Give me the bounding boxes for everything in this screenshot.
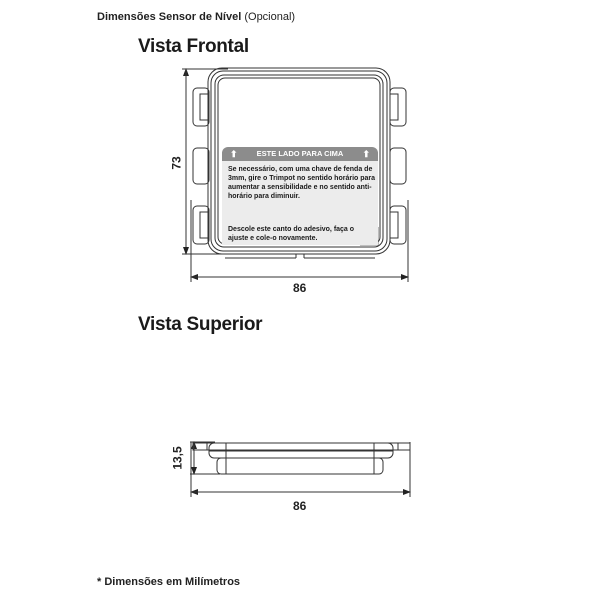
sticker-heading-text: ESTE LADO PARA CIMA <box>256 149 344 158</box>
top-height-dimension: 13,5 <box>170 446 185 470</box>
top-view-title: Vista Superior <box>138 314 263 335</box>
sticker-peel-note: Descole este canto do adesivo, faça o ajuste e cole-o novamente. <box>228 226 355 242</box>
arrow-up-icon: ⬆ <box>362 149 370 159</box>
arrow-up-icon: ⬆ <box>230 149 238 159</box>
front-height-dimension: 73 <box>169 156 184 170</box>
front-view-title: Vista Frontal <box>138 36 249 57</box>
top-width-dimension: 86 <box>293 499 307 513</box>
header-title: Dimensões Sensor de Nível <box>97 11 242 23</box>
sticker-heading <box>222 147 378 161</box>
header-subtitle: (Opcional) <box>244 11 296 23</box>
footnote: * Dimensões em Milímetros <box>97 576 241 588</box>
top-view-drawing <box>190 442 410 497</box>
sticker-instructions: Se necessário, com uma chave de fenda de 3mm, gire o Trimpot no sentido horário para aumentar a sensibilidade e no sentido anti-horário para diminuir. <box>228 166 376 200</box>
front-width-dimension: 86 <box>293 281 307 295</box>
